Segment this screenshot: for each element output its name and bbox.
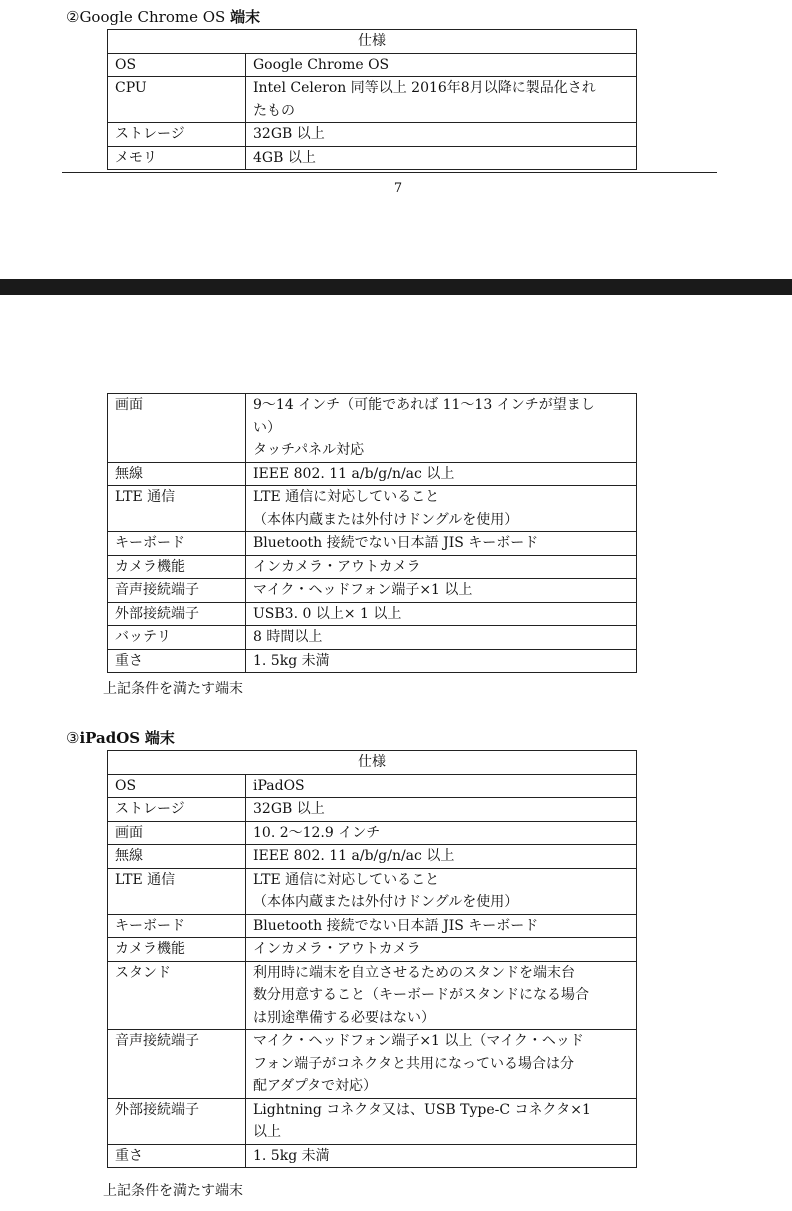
spec-label: カメラ機能	[108, 938, 246, 962]
page-7	[0, 0, 792, 280]
spec-value-line: 8 時間以上	[253, 629, 323, 645]
table-header-cell: 仕様	[108, 751, 637, 775]
page-8	[0, 295, 792, 1211]
spec-value-line: Lightning コネクタ又は、USB Type-C コネクタ×1	[253, 1101, 591, 1118]
spec-label: 音声接続端子	[108, 1030, 246, 1099]
table-row	[108, 821, 637, 845]
section-2-number: ②	[66, 8, 80, 26]
spec-label: キーボード	[108, 532, 246, 556]
spec-label: 外部接続端子	[108, 1098, 246, 1144]
table-row	[108, 394, 637, 463]
spec-value-line: （本体内蔵または外付けドングルを使用）	[253, 511, 519, 528]
spec-value-line: Intel Celeron 同等以上 2016年8月以降に製品化され	[253, 80, 596, 96]
spec-label: 重さ	[108, 649, 246, 673]
spec-value	[246, 532, 637, 556]
spec-label: カメラ機能	[108, 555, 246, 579]
table-row	[108, 774, 637, 798]
table-row	[108, 146, 637, 170]
table-row	[108, 462, 637, 486]
section-2-suffix: 端末	[230, 8, 261, 26]
spec-label: 無線	[108, 845, 246, 869]
spec-value-line: 1. 5kg 未満	[253, 1147, 330, 1164]
spec-label: 音声接続端子	[108, 579, 246, 603]
spec-value	[246, 1030, 637, 1099]
spec-value	[246, 626, 637, 650]
spec-value	[246, 462, 637, 486]
spec-label: ストレージ	[108, 123, 246, 147]
spec-value	[246, 123, 637, 147]
spec-value	[246, 938, 637, 962]
table-row	[108, 914, 637, 938]
spec-value-line: は別途準備する必要はない）	[253, 1009, 435, 1026]
spec-value	[246, 649, 637, 673]
spec-value-line: 4GB 以上	[253, 149, 316, 166]
spec-value-line: 32GB 以上	[253, 801, 325, 817]
spec-value-line: Google Chrome OS	[253, 56, 390, 73]
spec-label: 画面	[108, 821, 246, 845]
table-row	[108, 626, 637, 650]
spec-value-line: iPadOS	[253, 777, 305, 794]
spec-value-line: たもの	[253, 102, 295, 119]
spec-value-line: IEEE 802. 11 a/b/g/n/ac 以上	[253, 848, 455, 864]
spec-label: 画面	[108, 394, 246, 463]
spec-value	[246, 961, 637, 1030]
spec-label: OS	[108, 53, 246, 77]
table-row	[108, 1030, 637, 1099]
spec-value-line: 数分用意すること（キーボードがスタンドになる場合	[253, 987, 589, 1003]
spec-value	[246, 555, 637, 579]
spec-value-line: インカメラ・アウトカメラ	[253, 941, 421, 957]
spec-value	[246, 579, 637, 603]
spec-value-line: 1. 5kg 未満	[253, 652, 330, 669]
table-row	[108, 845, 637, 869]
table-row	[108, 602, 637, 626]
spec-label: 外部接続端子	[108, 602, 246, 626]
condition-note-1: 上記条件を満たす端末	[103, 681, 243, 697]
spec-value	[246, 914, 637, 938]
section-3-heading	[66, 729, 175, 747]
table-row	[108, 532, 637, 556]
table-row	[108, 53, 637, 77]
page-footer-rule	[62, 172, 717, 173]
spec-value	[246, 486, 637, 532]
spec-value-line: LTE 通信に対応していること	[253, 871, 440, 888]
chrome-os-spec-table	[107, 29, 637, 170]
table-row	[108, 486, 637, 532]
spec-value	[246, 602, 637, 626]
spec-value-line: マイク・ヘッドフォン端子×1 以上	[253, 582, 473, 598]
spec-label: 重さ	[108, 1144, 246, 1168]
spec-value-line: 32GB 以上	[253, 126, 325, 142]
section-3-suffix: 端末	[144, 729, 175, 747]
ipados-spec-table	[107, 750, 637, 1168]
table-row	[108, 1098, 637, 1144]
spec-label: バッテリ	[108, 626, 246, 650]
table-row	[108, 961, 637, 1030]
spec-value-line: Bluetooth 接続でない日本語 JIS キーボード	[253, 535, 539, 551]
spec-label: 無線	[108, 462, 246, 486]
table-row	[108, 555, 637, 579]
table-row	[108, 938, 637, 962]
table-row	[108, 123, 637, 147]
table-row	[108, 868, 637, 914]
table-header-row	[108, 751, 637, 775]
spec-value-line: タッチパネル対応	[253, 442, 365, 458]
spec-value-line: 9～14 インチ（可能であれば 11～13 インチが望まし	[253, 397, 595, 413]
table-row	[108, 1144, 637, 1168]
spec-value-line: LTE 通信に対応していること	[253, 489, 440, 505]
table-header-cell: 仕様	[108, 30, 637, 54]
spec-value	[246, 77, 637, 123]
spec-value	[246, 394, 637, 463]
spec-value	[246, 1144, 637, 1168]
table-row	[108, 579, 637, 603]
spec-value-line: 以上	[253, 1124, 281, 1140]
section-3-title: iPadOS	[79, 729, 141, 747]
spec-value	[246, 146, 637, 170]
spec-value-line: USB3. 0 以上× 1 以上	[253, 605, 402, 622]
spec-value-line: マイク・ヘッドフォン端子×1 以上（マイク・ヘッド	[253, 1033, 584, 1049]
page-separator	[0, 279, 792, 295]
section-2-title: Google Chrome OS	[79, 8, 226, 26]
spec-value-line: 10. 2～12.9 インチ	[253, 824, 381, 841]
spec-label: CPU	[108, 77, 246, 123]
table-row	[108, 77, 637, 123]
spec-value-line: フォン端子がコネクタと共用になっている場合は分	[253, 1055, 575, 1072]
table-header-row	[108, 30, 637, 54]
spec-label: キーボード	[108, 914, 246, 938]
page-number: 7	[393, 181, 403, 196]
spec-value-line: （本体内蔵または外付けドングルを使用）	[253, 894, 519, 910]
spec-value	[246, 1098, 637, 1144]
spec-label: スタンド	[108, 961, 246, 1030]
spec-value	[246, 868, 637, 914]
table-row	[108, 649, 637, 673]
spec-label: LTE 通信	[108, 868, 246, 914]
spec-value-line: Bluetooth 接続でない日本語 JIS キーボード	[253, 917, 539, 934]
condition-note-2: 上記条件を満たす端末	[103, 1183, 243, 1199]
spec-value	[246, 53, 637, 77]
spec-value-line: IEEE 802. 11 a/b/g/n/ac 以上	[253, 465, 455, 482]
spec-value	[246, 798, 637, 822]
spec-label: メモリ	[108, 146, 246, 170]
spec-value-line: インカメラ・アウトカメラ	[253, 558, 421, 575]
spec-value-line: 配アダプタで対応）	[253, 1078, 378, 1094]
section-3-number: ③	[66, 729, 80, 747]
spec-value-line: い）	[253, 419, 281, 436]
table-row	[108, 798, 637, 822]
spec-value-line: 利用時に端末を自立させるためのスタンドを端末台	[253, 964, 575, 981]
spec-value	[246, 774, 637, 798]
chrome-os-spec-table-continued	[107, 393, 637, 673]
spec-value	[246, 821, 637, 845]
section-2-heading	[66, 8, 260, 26]
spec-label: LTE 通信	[108, 486, 246, 532]
spec-label: OS	[108, 774, 246, 798]
spec-value	[246, 845, 637, 869]
spec-label: ストレージ	[108, 798, 246, 822]
